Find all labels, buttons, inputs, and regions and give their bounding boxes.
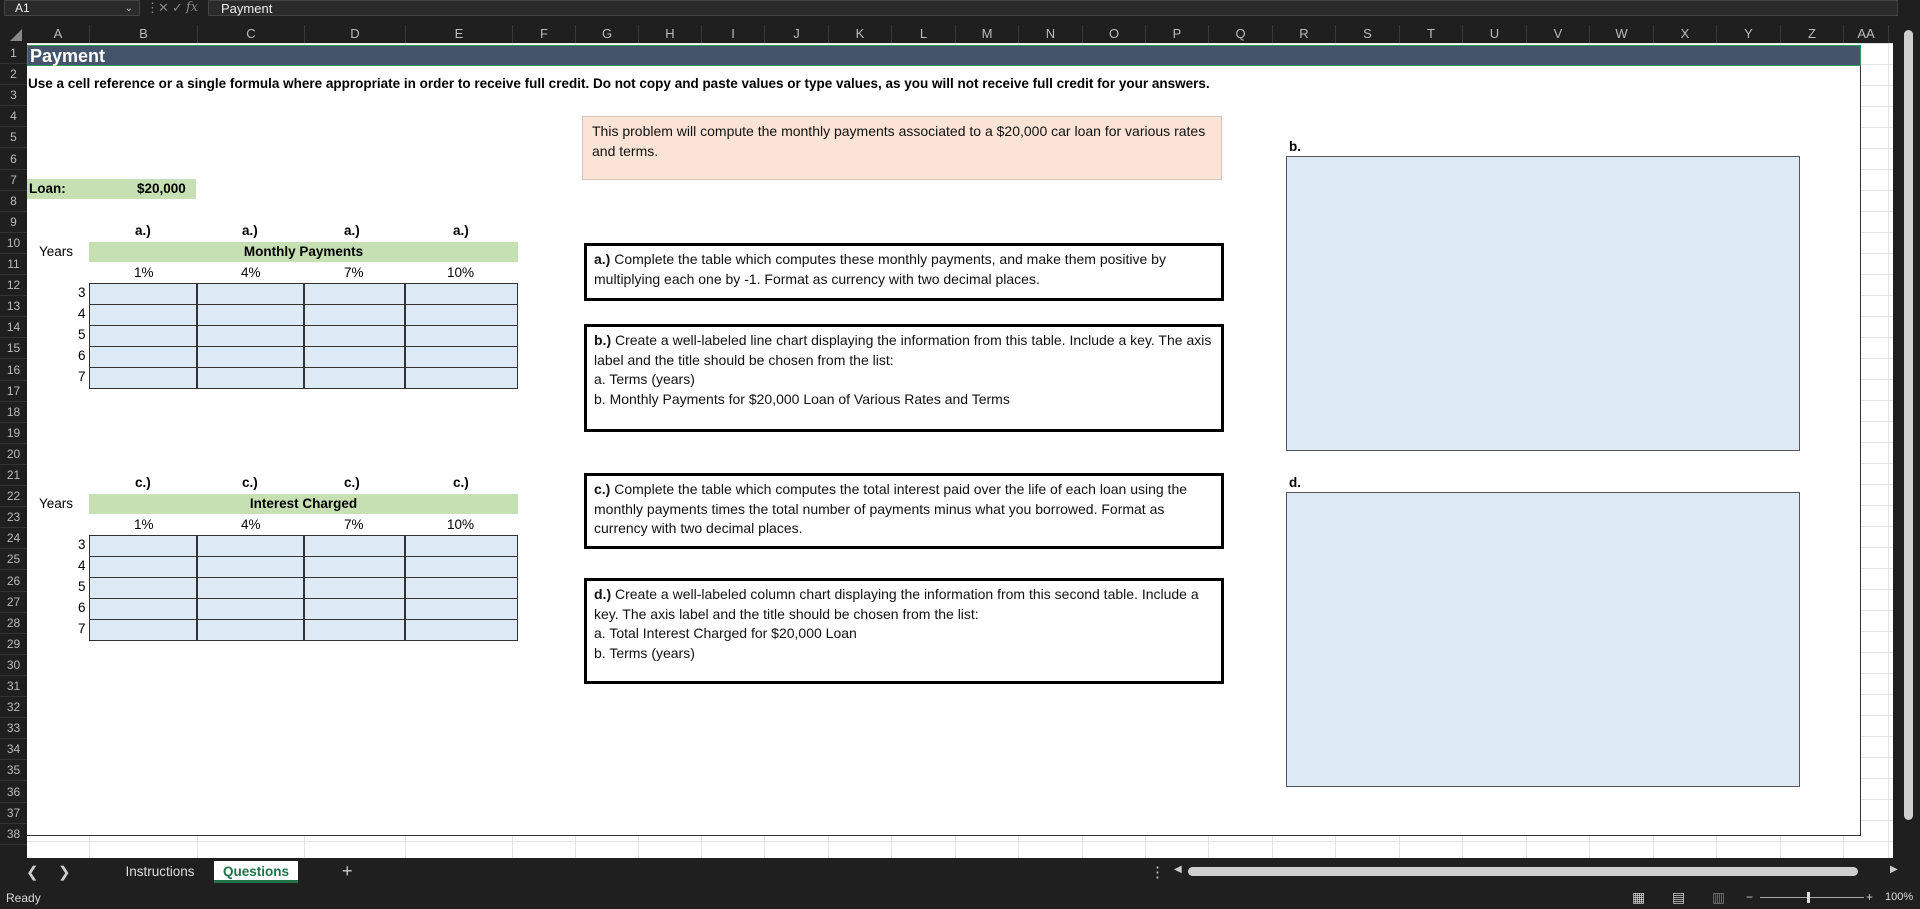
question-b-option-a: a. Terms (years) [594,371,695,387]
row-header[interactable]: 1 [0,43,27,64]
input-cell[interactable] [197,535,304,557]
part-label-a: a.) [135,223,151,238]
year-value: 6 [78,348,86,363]
row-header[interactable]: 28 [0,613,27,634]
column-header[interactable]: T [1400,25,1463,43]
zoom-in-button[interactable]: + [1866,890,1874,904]
input-cell[interactable] [304,304,405,326]
column-header[interactable]: Z [1781,25,1844,43]
input-cell[interactable] [405,325,518,347]
rate-7: 7% [344,517,364,532]
row-header[interactable]: 4 [0,106,27,127]
question-a-tag: a.) [594,251,611,267]
input-cell[interactable] [304,283,405,305]
sheet-title[interactable]: Payment [27,45,1861,66]
input-cell[interactable] [89,556,197,578]
row-header[interactable]: 11 [0,254,27,275]
page-break-icon[interactable]: ▥ [1712,889,1726,905]
zoom-out-button[interactable]: − [1746,890,1754,904]
row-header[interactable]: 30 [0,655,27,676]
question-a-box [584,243,1224,301]
input-cell[interactable] [89,577,197,599]
row-header[interactable]: 10 [0,233,27,254]
enter-icon[interactable]: ✓ [172,0,183,15]
input-cell[interactable] [197,346,304,368]
tab-questions[interactable]: Questions [214,861,298,883]
input-cell[interactable] [89,325,197,347]
row-header[interactable]: 27 [0,592,27,613]
select-all-icon[interactable] [10,29,22,41]
column-header[interactable]: G [576,25,639,43]
row-header[interactable]: 19 [0,423,27,444]
column-header[interactable]: P [1146,25,1209,43]
row-header[interactable]: 16 [0,360,27,381]
row-header[interactable]: 29 [0,634,27,655]
cancel-icon[interactable]: ✕ [158,0,169,15]
year-value: 3 [78,285,86,300]
input-cell[interactable] [197,283,304,305]
input-cell[interactable] [405,283,518,305]
question-b-text: Create a well-labeled line chart displaying the information from this table. Include a key. The axis label and the title should be chosen from the list: [594,332,1212,368]
question-d-box [584,578,1224,684]
column-header[interactable]: H [639,25,702,43]
input-cell[interactable] [304,535,405,557]
status-ready: Ready [6,891,41,905]
column-header[interactable]: F [513,25,576,43]
year-value: 6 [78,600,86,615]
question-b-tag: b.) [594,332,612,348]
question-b-option-b: b. Monthly Payments for $20,000 Loan of Various Rates and Terms [594,390,1010,407]
page-layout-icon[interactable]: ▤ [1672,889,1686,905]
question-d-option-a: a. Total Interest Charged for $20,000 Loan [594,625,857,641]
input-cell[interactable] [304,619,405,641]
column-headers [0,25,1920,43]
row-header[interactable]: 5 [0,127,27,148]
question-c-tag: c.) [594,481,611,497]
rate-1: 1% [134,265,154,280]
rate-4: 4% [241,265,261,280]
question-d-option-b: b. Terms (years) [594,644,695,661]
zoom-slider[interactable] [1760,897,1864,898]
chart-b-area[interactable] [1286,156,1800,451]
input-cell[interactable] [304,577,405,599]
input-cell[interactable] [405,556,518,578]
question-d-tag: d.) [594,586,612,602]
chevron-down-icon[interactable]: ⌄ [124,3,133,14]
column-header[interactable]: Q [1209,25,1273,43]
input-cell[interactable] [89,304,197,326]
input-cell[interactable] [405,535,518,557]
gridline [1888,43,1889,858]
rate-4: 4% [241,517,261,532]
status-bar [0,886,1920,909]
row-header[interactable]: 13 [0,296,27,317]
input-cell[interactable] [197,598,304,620]
input-cell[interactable] [405,346,518,368]
row-header[interactable]: 36 [0,782,27,803]
row-header[interactable]: 9 [0,212,27,233]
input-cell[interactable] [405,304,518,326]
column-header[interactable]: Y [1717,25,1781,43]
input-cell[interactable] [197,619,304,641]
column-header[interactable]: J [765,25,829,43]
loan-label: Loan: [29,181,66,196]
input-cell[interactable] [304,556,405,578]
row-header[interactable]: 7 [0,170,27,191]
row-header[interactable]: 38 [0,824,27,845]
add-sheet-button[interactable]: + [342,861,353,881]
horizontal-scrollbar[interactable] [1188,867,1858,876]
input-cell[interactable] [304,346,405,368]
input-cell[interactable] [405,619,518,641]
question-d-text: Create a well-labeled column chart displaying the information from this second table. Include a key. The axis label and the title should be chosen from the list: [594,586,1199,622]
part-label-a: a.) [453,223,469,238]
scroll-right-icon[interactable]: ▶ [1890,864,1898,875]
row-header[interactable]: 23 [0,507,27,528]
column-header[interactable]: A [27,25,90,43]
chart-d-area[interactable] [1286,492,1800,787]
input-cell[interactable] [405,367,518,389]
intro-box: This problem will compute the monthly payments associated to a $20,000 car loan for various rates and terms. [582,116,1222,180]
year-value: 3 [78,537,86,552]
row-header[interactable]: 12 [0,275,27,296]
column-header[interactable]: V [1527,25,1590,43]
part-label-c: c.) [135,475,151,490]
part-label-a: a.) [344,223,360,238]
row-header[interactable]: 33 [0,718,27,739]
row-header[interactable]: 22 [0,486,27,507]
year-value: 7 [78,621,86,636]
name-box[interactable] [4,0,140,16]
loan-value[interactable]: $20,000 [137,181,186,196]
part-label-c: c.) [453,475,469,490]
row-header[interactable]: 15 [0,338,27,359]
row-header[interactable]: 26 [0,571,27,592]
question-c-text: Complete the table which computes the total interest paid over the life of each loan using the monthly payments times the total number of payments minus what you borrowed. Format as currency with two decimal places. [594,481,1188,536]
input-cell[interactable] [405,577,518,599]
column-header[interactable]: AA [1844,25,1889,43]
input-cell[interactable] [304,325,405,347]
part-label-a: a.) [242,223,258,238]
input-cell[interactable] [89,598,197,620]
row-header[interactable]: 14 [0,317,27,338]
column-header[interactable]: R [1273,25,1336,43]
more-tabs-icon[interactable]: ⋮ [1150,864,1165,881]
question-c-box [584,473,1224,549]
rate-10: 10% [447,265,475,280]
row-header[interactable]: 6 [0,149,27,170]
part-label-c: c.) [344,475,360,490]
input-cell[interactable] [197,367,304,389]
input-cell[interactable] [304,367,405,389]
name-box-value: A1 [15,1,30,15]
column-header[interactable]: O [1083,25,1146,43]
year-value: 5 [78,327,86,342]
column-header[interactable]: D [305,25,406,43]
question-b-box [584,324,1224,432]
row-header[interactable]: 35 [0,760,27,781]
column-header[interactable]: W [1590,25,1654,43]
row-header[interactable]: 3 [0,85,27,106]
input-cell[interactable] [89,283,197,305]
input-cell[interactable] [197,325,304,347]
formula-bar [0,0,1920,17]
column-header[interactable]: U [1463,25,1527,43]
column-header[interactable]: X [1654,25,1717,43]
table1-header: Monthly Payments [243,244,364,259]
tab-instructions[interactable]: Instructions [125,864,195,879]
worksheet-grid[interactable] [27,43,1893,858]
more-options-icon[interactable]: ⋮ [146,0,159,15]
fx-icon[interactable]: fx [186,0,199,15]
row-headers [0,43,27,858]
year-value: 4 [78,306,86,321]
instruction-text: Use a cell reference or a single formula where appropriate in order to receive full credit. Do not copy and paste values or type values, as you will not receive full credit for your answers. [28,76,1210,91]
year-value: 7 [78,369,86,384]
chart-d-label: d. [1289,475,1301,490]
input-cell[interactable] [197,577,304,599]
year-value: 4 [78,558,86,573]
column-header[interactable]: L [892,25,956,43]
chart-b-label: b. [1289,139,1301,154]
input-cell[interactable] [89,346,197,368]
input-cell[interactable] [89,619,197,641]
column-header[interactable]: N [1019,25,1083,43]
next-sheet-icon[interactable]: ❯ [58,864,71,881]
column-header[interactable]: E [406,25,513,43]
vertical-scrollbar[interactable] [1904,30,1913,820]
zoom-slider-thumb[interactable] [1807,892,1810,903]
formula-input[interactable]: Payment [208,0,1898,16]
rate-7: 7% [344,265,364,280]
row-header[interactable]: 24 [0,528,27,549]
scroll-left-icon[interactable]: ◀ [1174,864,1182,875]
input-cell[interactable] [197,304,304,326]
column-header[interactable]: S [1336,25,1400,43]
row-header[interactable]: 17 [0,381,27,402]
row-header[interactable]: 21 [0,465,27,486]
row-header[interactable]: 20 [0,444,27,465]
column-header[interactable]: B [90,25,198,43]
table2-header: Interest Charged [249,496,358,511]
zoom-level[interactable]: 100% [1885,891,1914,903]
row-header[interactable]: 37 [0,803,27,824]
input-cell[interactable] [197,556,304,578]
column-header[interactable]: C [198,25,305,43]
input-cell[interactable] [89,535,197,557]
row-header[interactable]: 2 [0,64,27,85]
column-header[interactable]: I [702,25,765,43]
input-cell[interactable] [405,598,518,620]
year-value: 5 [78,579,86,594]
years-label: Years [39,244,74,259]
row-header[interactable]: 18 [0,402,27,423]
input-cell[interactable] [89,367,197,389]
row-header[interactable]: 34 [0,739,27,760]
row-header[interactable]: 31 [0,676,27,697]
row-header[interactable]: 32 [0,697,27,718]
row-header[interactable]: 8 [0,191,27,212]
part-label-c: c.) [242,475,258,490]
normal-view-icon[interactable]: ▦ [1632,889,1646,905]
rate-10: 10% [447,517,475,532]
rate-1: 1% [134,517,154,532]
years-label: Years [39,496,74,511]
column-header[interactable]: K [829,25,892,43]
row-header[interactable]: 25 [0,549,27,570]
column-header[interactable]: M [956,25,1019,43]
input-cell[interactable] [304,598,405,620]
prev-sheet-icon[interactable]: ❮ [26,864,39,881]
question-a-text: Complete the table which computes these monthly payments, and make them positive by multiplying each one by -1. Format as currency with two decimal places. [594,251,1166,287]
